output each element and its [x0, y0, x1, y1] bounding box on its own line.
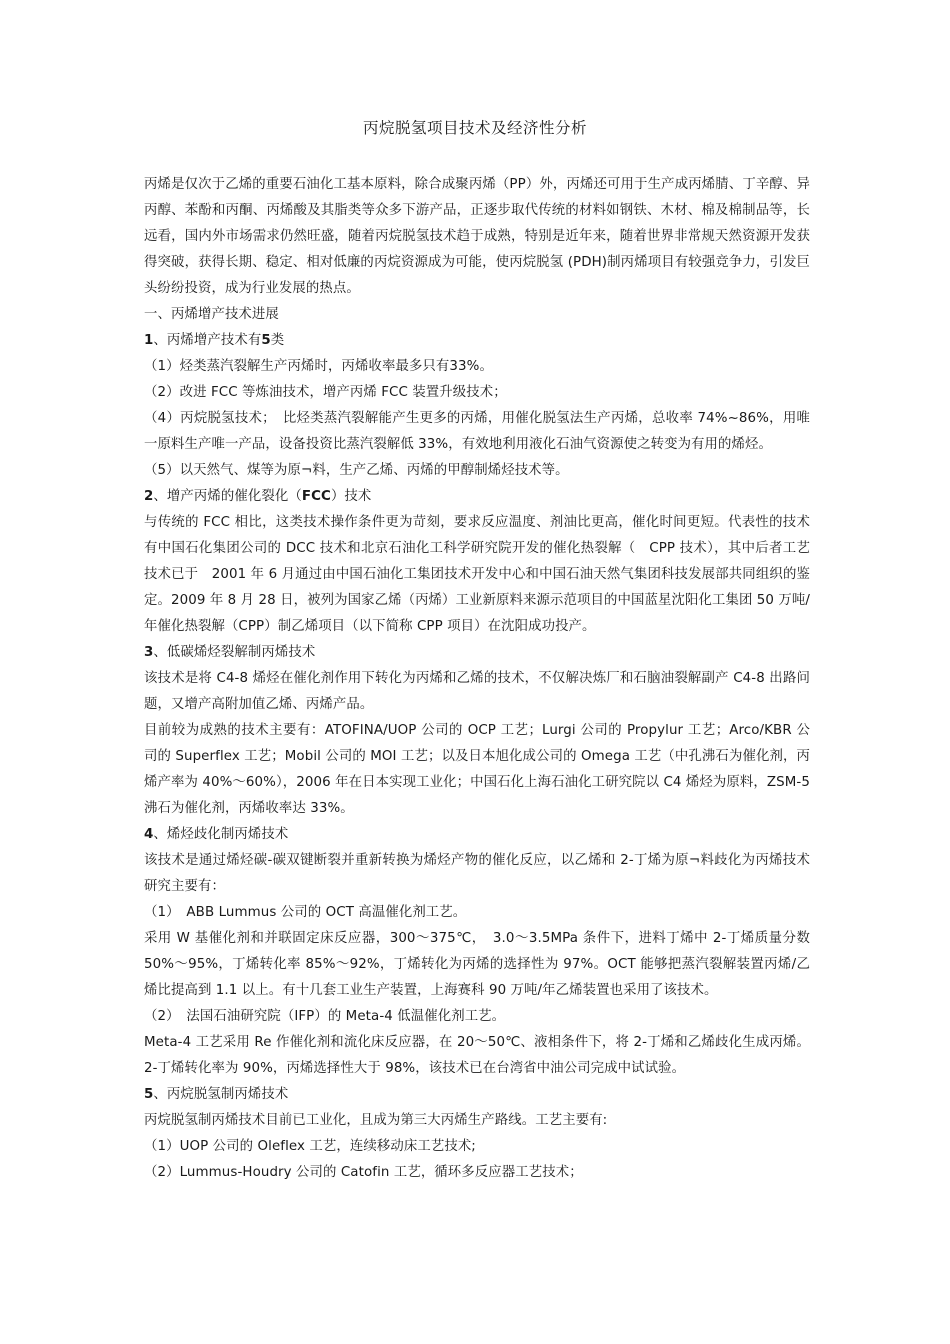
heading-number: 3 [144, 645, 154, 660]
body-paragraph: Meta-4 工艺采用 Re 作催化剂和流化床反应器，在 20～50℃、液相条件下，将 2-丁烯和乙烯歧化生成丙烯。2-丁烯转化率为 90%，丙烯选择性大于 98%，该技术已在台湾省中油公司完成中试试验。 [144, 1035, 810, 1076]
heading-text: 、烯烃歧化制丙烯技术 [153, 827, 289, 842]
subsection-heading-3 [144, 640, 810, 666]
heading-count: 5 [261, 333, 271, 348]
heading-text-end: 类 [270, 333, 285, 348]
subsection-heading-2 [144, 484, 810, 510]
heading-text-end: ）技术 [330, 489, 372, 504]
list-item: （4）丙烷脱氢技术； 比烃类蒸汽裂解能产生更多的丙烯，用催化脱氢法生产丙烯，总收率 74%~86%，用唯一原料生产唯一产品，设备投资比蒸汽裂解低 33%，有效地利用液化石油气资源使之转变为有用的烯烃。 [144, 411, 810, 452]
list-item: （5）以天然气、煤等为原¬料，生产乙烯、丙烯的甲醇制烯烃技术等。 [144, 463, 569, 478]
list-item: （1）烃类蒸汽裂解生产丙烯时，丙烯收率最多只有33%。 [144, 359, 493, 374]
list-item: （2） 法国石油研究院（IFP）的 Meta-4 低温催化剂工艺。 [144, 1009, 506, 1024]
document-title: 丙烷脱氢项目技术及经济性分析 [362, 119, 587, 137]
heading-number: 4 [144, 827, 154, 842]
body-paragraph: 该技术是将 C4-8 烯烃在催化剂作用下转化为丙烯和乙烯的技术，不仅解决炼厂和石脑油裂解副产 C4-8 出路问题，又增产高附加值乙烯、丙烯产品。 [144, 671, 810, 712]
subsection-heading-5 [144, 1082, 810, 1108]
list-item: （1）UOP 公司的 Oleflex 工艺，连续移动床工艺技术; [144, 1139, 476, 1154]
body-paragraph: 与传统的 FCC 相比，这类技术操作条件更为苛刻，要求反应温度、剂油比更高，催化时间更短。代表性的技术有中国石化集团公司的 DCC 技术和北京石油化工科学研究院开发的催化热裂解（ CPP 技术），其中后者工艺技术已于 2001 年 6 月通过由中国石油化工集团技术开发中心和中国石油天然气集团科技发展部共同组织的鉴定。2009 年 8 月 28 日，被列为国家乙烯（丙烯）工业新原料来源示范项目的中国蓝星沈阳化工集团 50 万吨/年催化热裂解（CPP）制乙烯项目（以下简称 CPP 项目）在沈阳成功投产。 [144, 515, 810, 634]
heading-number: 2 [144, 489, 154, 504]
body-paragraph: 目前较为成熟的技术主要有：ATOFINA/UOP 公司的 OCP 工艺；Lurgi 公司的 Propylur 工艺；Arco/KBR 公司的 Superflex 工艺；Mobil 公司的 MOI 工艺；以及日本旭化成公司的 Omega 工艺（中孔沸石为催化剂，丙烯产率为 40%～60%），2006 年在日本实现工业化；中国石化上海石油化工研究院以 C4 烯烃为原料，ZSM-5 沸石为催化剂，丙烯收率达 33%。 [144, 723, 810, 816]
list-item: （2）改进 FCC 等炼油技术，增产丙烯 FCC 装置升级技术； [144, 385, 507, 400]
list-item: （2）Lummus-Houdry 公司的 Catofin 工艺，循环多反应器工艺技术； [144, 1165, 583, 1180]
intro-paragraph: 丙烯是仅次于乙烯的重要石油化工基本原料，除合成聚丙烯（PP）外，丙烯还可用于生产成丙烯腈、丁辛醇、异丙醇、苯酚和丙酮、丙烯酸及其脂类等众多下游产品，正逐步取代传统的材料如钢铁、木材、棉及棉制品等，长远看，国内外市场需求仍然旺盛，随着丙烷脱氢技术趋于成熟，特别是近年来，随着世界非常规天然资源开发获得突破，获得长期、稳定、相对低廉的丙烷资源成为可能，使丙烷脱氢 (PDH)制丙烯项目有较强竞争力，引发巨头纷纷投资，成为行业发展的热点。 [144, 177, 810, 296]
list-item: （1） ABB Lummus 公司的 OCT 高温催化剂工艺。 [144, 905, 467, 920]
heading-text: 、增产丙烯的催化裂化（ [153, 489, 302, 504]
section-heading: 一、丙烯增产技术进展 [144, 307, 279, 322]
heading-number: 1 [144, 333, 154, 348]
heading-text-bold: FCC [301, 489, 331, 504]
body-paragraph: 该技术是通过烯烃碳-碳双键断裂并重新转换为烯烃产物的催化反应，以乙烯和 2-丁烯为原¬料歧化为丙烯技术研究主要有： [144, 853, 810, 894]
body-paragraph: 采用 W 基催化剂和并联固定床反应器，300～375℃， 3.0～3.5MPa 条件下，进料丁烯中 2-丁烯质量分数 50%～95%，丁烯转化率 85%～92%，丁烯转化为丙烯的选择性为 97%。OCT 能够把蒸汽裂解装置丙烯/乙烯比提高到 1.1 以上。有十几套工业生产装置，上海赛科 90 万吨/年乙烯装置也采用了该技术。 [144, 931, 810, 998]
heading-number: 5 [144, 1087, 154, 1102]
body-paragraph: 丙烷脱氢制丙烯技术目前已工业化，且成为第三大丙烯生产路线。工艺主要有: [144, 1113, 608, 1128]
subsection-heading-1 [144, 328, 810, 354]
document-body [144, 172, 810, 1186]
heading-text: 、丙烯增产技术有 [153, 333, 262, 348]
heading-text: 、丙烷脱氢制丙烯技术 [153, 1087, 289, 1102]
subsection-heading-4 [144, 822, 810, 848]
heading-text: 、低碳烯烃裂解制丙烯技术 [153, 645, 316, 660]
